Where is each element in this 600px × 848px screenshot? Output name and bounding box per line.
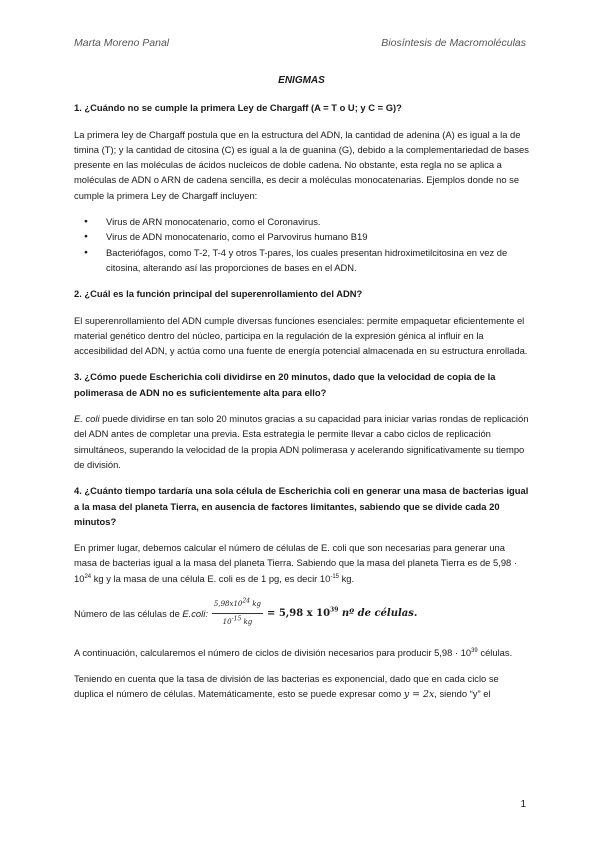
answer-2: El superenrollamiento del ADN cumple diversas funciones esenciales: permite empaquetar eficientemente el material genético dentro del núcleo, participa en la regulación de la expresión génica al influir en la accesibilidad del ADN, y actúa como una fuente de energía potencial almacenada en su estructura enrollada.	[74, 314, 528, 357]
question-3: 3. ¿Cómo puede Escherichia coli dividirse en 20 minutos, dado que la velocidad de copia de la polimerasa de ADN no es suficientemente alta para ello?	[74, 371, 496, 398]
page-number: 1	[520, 799, 526, 810]
document-body	[74, 73, 529, 714]
header-subject: Biosíntesis de Macromoléculas	[381, 37, 526, 49]
answer-1-list	[74, 214, 529, 275]
question-4: 4. ¿Cuánto tiempo tardaría una sola célula de Escherichia coli en generar una masa de bacterias igual a la masa del planeta Tierra, en ausencia de factores limitantes, sabiendo que se divide cada 20 minutos?	[74, 485, 529, 527]
list-item: ● Virus de ARN monocatenario, como el Coronavirus.	[102, 214, 529, 229]
list-item: ● Virus de ADN monocatenario, como el Parvovirus humano B19	[102, 229, 529, 244]
list-item: ● Bacteriófagos, como T-2, T-4 y otros T-pares, los cuales presentan hidroximetilcitosina en vez de citosina, alterando así las proporciones de bases en el ADN.	[102, 245, 529, 276]
formula-label: Número de las células de E.coli:	[74, 608, 208, 620]
answer-1: La primera ley de Chargaff postula que en la estructura del ADN, la cantidad de adenina (A) es igual a la de timina (T); y la cantidad de citosina (C) es igual a la de guanina (G), debido a la complementariedad de bases presente en las moléculas de ácidos nucleicos de doble cadena. No obstante, esta regla no se aplica a moléculas de ADN o ARN de cadena sencilla, es decir a moléculas monocatenarias. Ejemplos donde no se cumple la primera Ley de Chargaff incluyen:	[74, 128, 529, 201]
question-1: 1. ¿Cuándo no se cumple la primera Ley de Chargaff (A = T o U; y C = G)?	[74, 102, 402, 114]
answer-4-paragraph-1: En primer lugar, debemos calcular el número de células de E. coli que son necesarias para generar una masa de bacterias igual a la masa del planeta Tierra. Sabiendo que la masa del planeta Tierra es de $5,98 \cdot 10^{24}$ kg y la masa de una célula E. coli es de 1 pg, es decir $10^{-15}$ kg.	[74, 542, 517, 584]
answer-4-paragraph-3: Teniendo en cuenta que la tasa de división de las bacterias es exponencial, dado que en cada ciclo se duplica el número de células. Matemáticamente, esto se puede expresar como y = 2x, siendo “y” el	[74, 672, 499, 701]
formula-fraction	[212, 597, 263, 631]
species-name: E. coli	[74, 413, 100, 425]
fraction-numerator: $5,98x10^{24}$ kg	[212, 597, 263, 614]
fraction-denominator: $10^{-15}$ kg	[222, 615, 253, 627]
answer-3: E. coli puede dividirse en tan solo 20 minutos gracias a su capacidad para iniciar varias rondas de replicación del ADN antes de completar una previa. Esta estrategia le permite llevar a cabo ciclos de replicación simultáneos, superando la velocidad de la propia ADN polimerasa y acelerando significativamente su tiempo de división.	[74, 413, 529, 470]
question-2: 2. ¿Cuál es la función principal del superenrollamiento del ADN?	[74, 288, 363, 300]
page-header	[74, 37, 526, 51]
formula-result: = 5,98 x $10^{39}$ nº de células.	[266, 606, 418, 620]
answer-4-paragraph-2: A continuación, calcularemos el número de ciclos de división necesarios para producir $5,98 \cdot 10^{39}$ células.	[74, 646, 513, 658]
equation-inline: y = 2x	[403, 689, 435, 701]
cell-count-formula	[74, 597, 529, 631]
document-title: ENIGMAS	[278, 75, 325, 86]
header-author: Marta Moreno Panal	[74, 37, 170, 49]
